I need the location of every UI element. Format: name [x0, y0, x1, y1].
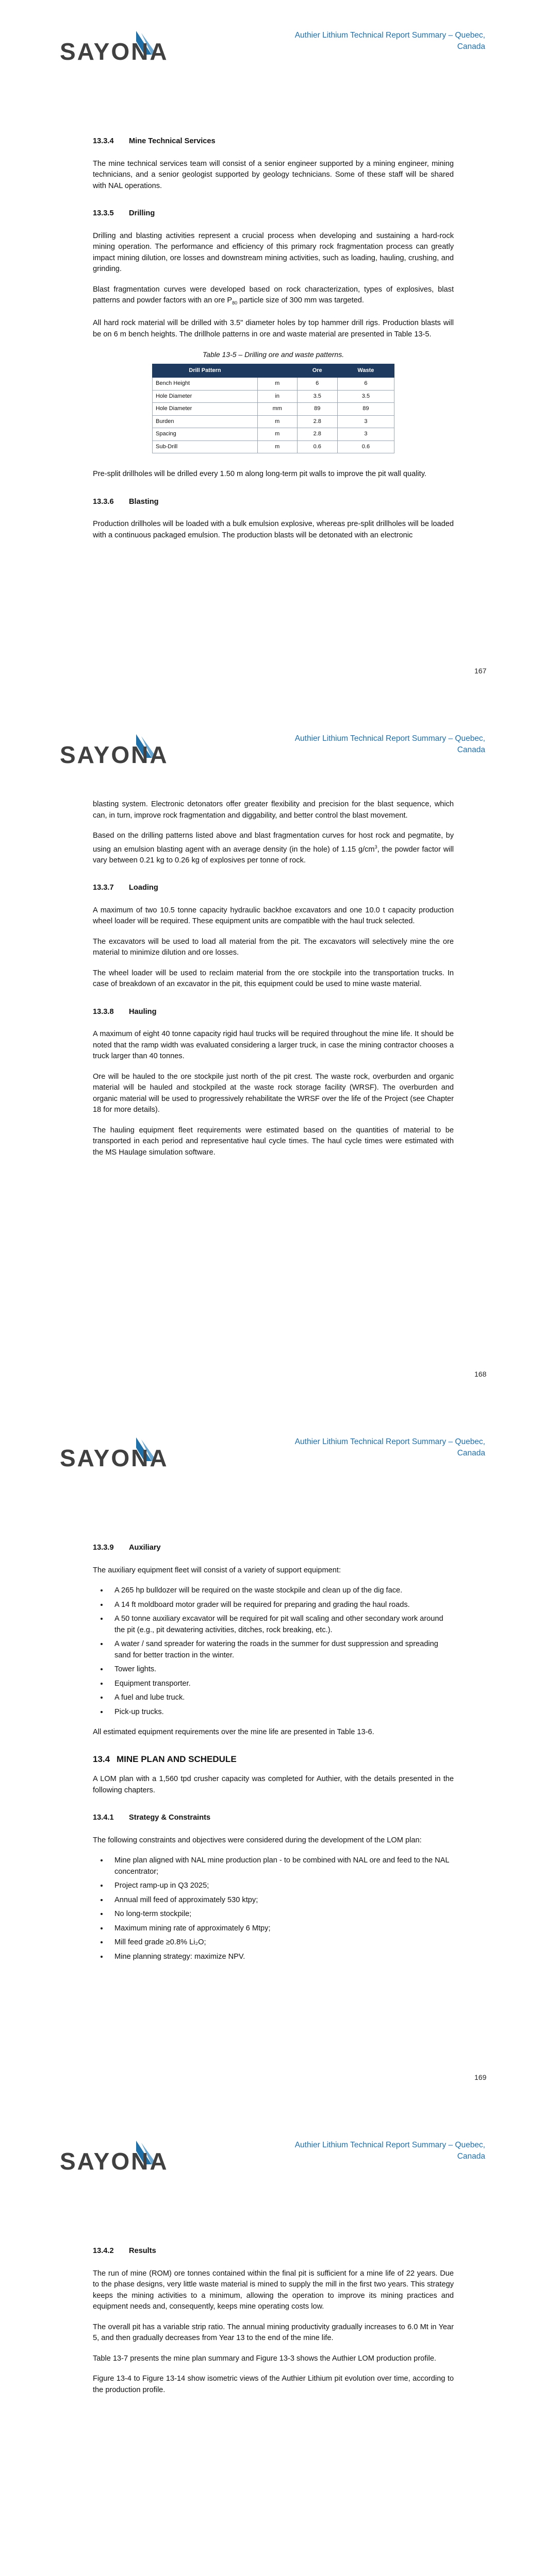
page-169	[0, 1406, 544, 2110]
section-heading: 13.3.5 Drilling	[93, 209, 155, 217]
list-item: • A 50 tonne auxiliary excavator will be required for pit wall scaling and other secondary work around the pit (e.g., pit dewatering activities, ditches, rock breaking, etc.).	[108, 1614, 454, 1636]
logo-text: SAYONA	[60, 38, 169, 65]
logo-text: SAYONA	[60, 2148, 169, 2175]
table-row: Hole Diameter in 3.5 3.5	[153, 390, 394, 403]
list-item: • Pick-up trucks.	[108, 1707, 454, 1718]
drill-pattern-table	[152, 364, 394, 454]
table-row: Burden m 2.8 3	[153, 415, 394, 428]
list-item: • Tower lights.	[108, 1664, 454, 1675]
section-heading: 13.3.6 Blasting	[93, 497, 159, 506]
paragraph: Blast fragmentation curves were developed based on rock characterization, types of explosives, blast patterns and powder factors with an ore $P_{80}$ particle size of 300 mm was targeted.	[93, 285, 454, 306]
list-item: • A fuel and lube truck.	[108, 1692, 454, 1704]
page-170	[0, 2110, 544, 2576]
page-number: 167	[474, 667, 487, 675]
paragraph: A maximum of eight 40 tonne capacity rigid haul trucks will be required throughout the mine life. It should be noted that the ramp width was evaluated considering a larger truck, in case the mining contractor chooses a truck larger than 40 tonnes.	[93, 1030, 454, 1061]
table-header: Drill Pattern	[153, 364, 258, 378]
list-item: • Maximum mining rate of approximately 6 Mtpy;	[108, 1923, 454, 1935]
paragraph: Figure 13-4 to Figure 13-14 show isometric views of the Authier Lithium pit evolution over time, according to the production profile.	[93, 2375, 454, 2394]
page-content	[93, 1526, 454, 1972]
page-content	[93, 120, 454, 550]
paragraph: Table 13-7 presents the mine plan summary and Figure 13-3 shows the Authier LOM production profile.	[93, 2354, 436, 2363]
sayona-logo	[59, 731, 183, 773]
header-title: Authier Lithium Technical Report Summary – Quebec, Canada	[294, 2141, 485, 2161]
section-heading: 13.3.9 Auxiliary	[93, 1544, 161, 1552]
sayona-logo	[59, 28, 183, 70]
paragraph: The mine technical services team will consist of a senior engineer supported by a mining engineer, mining technicians, and a senior geologist supported by geology technicians. Some of these staff will be shared with NAL operations.	[93, 159, 454, 190]
page-number: 169	[474, 2073, 487, 2081]
section-heading: 13.3.4 Mine Technical Services	[93, 137, 216, 145]
bullet-list	[93, 1855, 454, 1962]
paragraph: A maximum of two 10.5 tonne capacity hydraulic backhoe excavators and one 10.0 t capacity production wheel loader will be required. These equipment units are compatible with the haul truck selected.	[93, 906, 454, 926]
section-heading: 13.4.1 Strategy & Constraints	[93, 1814, 211, 1822]
header-title: Authier Lithium Technical Report Summary – Quebec, Canada	[294, 1437, 485, 1458]
section-heading: 13.4.2 Results	[93, 2247, 156, 2255]
list-item: • No long-term stockpile;	[108, 1909, 454, 1920]
paragraph: Based on the drilling patterns listed above and blast fragmentation curves for host rock and pegmatite, by using an emulsion blasting agent with an average density (in the hole) of 1.15 $g/cm^3$, the powder factor will vary between 0.21 kg to 0.26 kg of explosives per tonne of rock.	[93, 832, 454, 865]
table-header: Ore	[297, 364, 337, 378]
logo-text: SAYONA	[60, 1445, 169, 1471]
paragraph: The hauling equipment fleet requirements were estimated based on the quantities of material to be transported in each period and representative haul cycle times. The haul cycle times were estimated with the MS Haulage simulation software.	[93, 1126, 454, 1157]
paragraph: All estimated equipment requirements over the mine life are presented in Table 13-6.	[93, 1728, 374, 1736]
paragraph: The following constraints and objectives were considered during the development of the LOM plan:	[93, 1836, 422, 1844]
paragraph: Pre-split drillholes will be drilled every 1.50 m along long-term pit walls to improve the pit wall quality.	[93, 470, 426, 479]
paragraph: All hard rock material will be drilled with 3.5" diameter holes by top hammer drill rigs. Production blasts will be on 6 m bench heights. The drillhole patterns in ore and waste material are presented in Table 13-5.	[93, 319, 454, 338]
list-item: • Project ramp-up in Q3 2025;	[108, 1880, 454, 1892]
paragraph: Drilling and blasting activities represent a crucial process when developing and sustaining a hard-rock mining operation. The performance and efficiency of this primary rock fragmentation process can greatly impact mining dilution, ore losses and downstream mining activities, such as loading, hauling, crushing, and grinding.	[93, 231, 454, 273]
list-item: • Mine plan aligned with NAL mine production plan - to be combined with NAL ore and feed to the NAL concentrator;	[108, 1855, 454, 1877]
paragraph: The run of mine (ROM) ore tonnes contained within the final pit is sufficient for a mine life of 22 years. Due to the phase designs, very little waste material is mined to supply the mill in the first two years. This strategy keeps the mining activities to a minimum, allowing the operation to improve its mining practices and equipment needs and, consequently, keeps mine operating costs low.	[93, 2269, 454, 2311]
page-167	[0, 0, 544, 703]
chapter-heading: 13.4 MINE PLAN AND SCHEDULE	[93, 1754, 237, 1764]
list-item: • Mill feed grade ≥0.8% Li₂O;	[108, 1937, 454, 1948]
section-heading: 13.3.7 Loading	[93, 884, 158, 892]
page-content	[93, 2229, 454, 2405]
sayona-logo	[59, 1434, 183, 1477]
list-item: • A 14 ft moldboard motor grader will be required for preparing and grading the haul roads.	[108, 1600, 454, 1611]
header-title: Authier Lithium Technical Report Summary – Quebec, Canada	[294, 31, 485, 51]
list-item: • A water / sand spreader for watering the roads in the summer for dust suppression and spreading sand for better traction in the winter.	[108, 1639, 454, 1661]
header-title: Authier Lithium Technical Report Summary – Quebec, Canada	[294, 734, 485, 754]
paragraph: The excavators will be used to load all material from the pit. The excavators will selectively mine the ore material to minimize dilution and ore losses.	[93, 937, 454, 957]
table-caption: Table 13-5 – Drilling ore and waste patterns.	[202, 350, 344, 359]
list-item: • Annual mill feed of approximately 530 ktpy;	[108, 1895, 454, 1906]
sayona-logo	[59, 2138, 183, 2180]
logo-text: SAYONA	[60, 741, 169, 768]
table-row: Bench Height m 6 6	[153, 378, 394, 391]
list-item: • Mine planning strategy: maximize NPV.	[108, 1952, 454, 1963]
paragraph: The auxiliary equipment fleet will consist of a variety of support equipment:	[93, 1566, 341, 1574]
table-row: Hole Diameter mm 89 89	[153, 403, 394, 416]
section-heading: 13.3.8 Hauling	[93, 1007, 157, 1016]
table-row: Sub-Drill m 0.6 0.6	[153, 440, 394, 453]
table-header	[257, 364, 297, 378]
bullet-list	[93, 1585, 454, 1718]
paragraph: Ore will be hauled to the ore stockpile just north of the pit crest. The waste rock, overburden and organic material will be hauled and stockpiled at the waste rock storage facility (WRSF). The overburden and organic material will be used to progressively rehabilitate the WRSF over the life of the Project (see Chapter 18 for more details).	[93, 1072, 454, 1114]
paragraph: The wheel loader will be used to reclaim material from the ore stockpile into the transportation trucks. In case of breakdown of an excavator in the pit, this equipment could be used to mine waste material.	[93, 969, 454, 989]
list-item: • Equipment transporter.	[108, 1679, 454, 1690]
paragraph: Production drillholes will be loaded with a bulk emulsion explosive, whereas pre-split drillholes will be loaded with a continuous packaged emulsion. The production blasts will be detonated with an electronic	[93, 520, 454, 539]
table-header: Waste	[337, 364, 394, 378]
paragraph: blasting system. Electronic detonators offer greater flexibility and precision for the blast sequence, which can, in turn, improve rock fragmentation and diggability, and better control the blast movement.	[93, 800, 454, 820]
page-168	[0, 703, 544, 1406]
table-row: Spacing m 2.8 3	[153, 428, 394, 441]
list-item: • A 265 hp bulldozer will be required on the waste stockpile and clean up of the dig face.	[108, 1585, 454, 1597]
page-number: 168	[474, 1370, 487, 1378]
paragraph: The overall pit has a variable strip ratio. The annual mining productivity gradually increases to 6.0 Mt in Year 5, and then gradually decreases from Year 13 to the end of the mine life.	[93, 2323, 454, 2342]
paragraph: A LOM plan with a 1,560 tpd crusher capacity was completed for Authier, with the details presented in the following chapters.	[93, 1775, 454, 1794]
page-content	[93, 799, 454, 1167]
